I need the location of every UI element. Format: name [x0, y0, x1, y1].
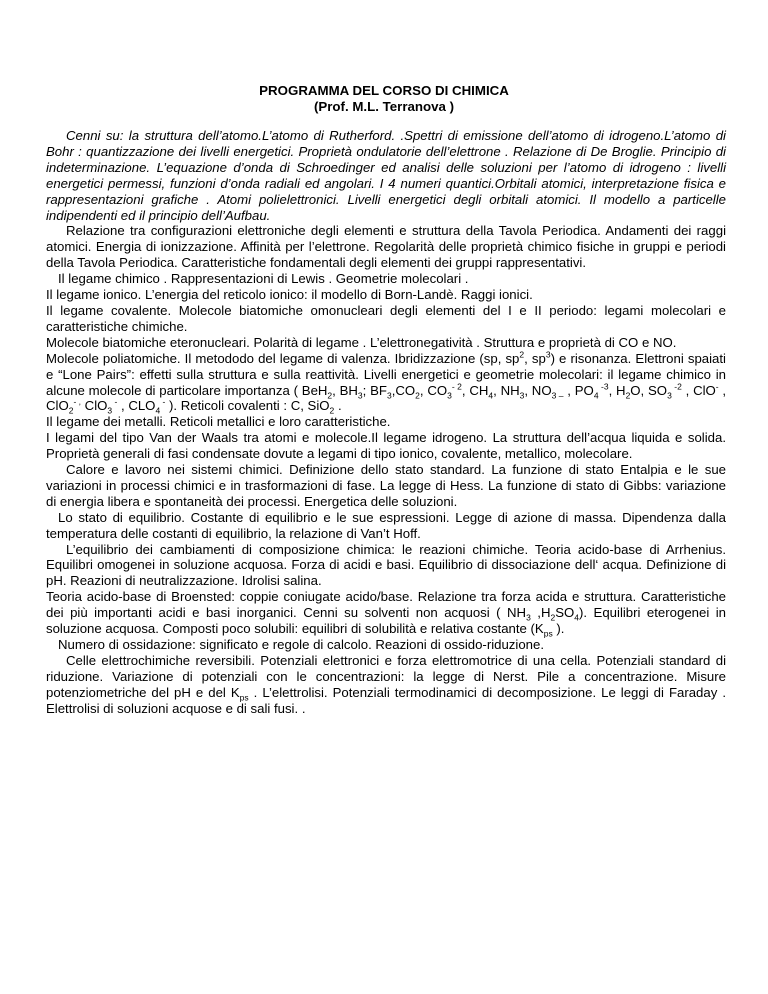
paragraph-polyatomic: Molecole poliatomiche. Il metododo del legame di valenza. Ibridizzazione (sp, $sp^2$, $sp^3$) e risonanza. Elettroni spaiati e “Lone Pairs”: effetti sulla struttura e sulla reattività. Livelli energetici e geometrie molecolari: il legame chimico in alcune molecole di particolare importanza ( BeH$_2$, $BH_3$; $BF_3,CO_2$, $CO_3^{- 2}$, $CH_4$, $NH_3$, $NO_{3 -}$ , $PO_4$ $^{-3}$, $H_2O$, $SO_3$ $^{-2}$ , ClO- , ClO$_2$- , ClO$_3$ - , $CLO_4$ - ). Reticoli covalenti : C, SiO$_2$ .	[46, 349, 727, 417]
paragraph-heteronuclear: Molecole biatomiche eteronucleari. Polarità di legame . L’elettronegatività . Struttura e proprietà di CO e NO.	[46, 334, 677, 350]
paragraph-oxidation: Numero di ossidazione: significato e regole di calcolo. Reazioni di ossido-riduzione.	[58, 637, 544, 652]
paragraph-ionic-bond: Il legame ionico. L’energia del reticolo ionico: il modello di Born-Landè. Raggi ionici.	[46, 287, 533, 303]
professor-name: (Prof. M.L. Terranova )	[313, 99, 455, 114]
paragraph-equilibrium: Lo stato di equilibrio. Costante di equilibrio e le sue espressioni. Legge di azione di massa. Dipendenza dalla temperatura delle costanti di equilibrio, la relazione di Van’t Hoff.	[46, 509, 726, 541]
paragraph-atomic-structure: Cenni su: la struttura dell’atomo.L’atomo di Rutherford. .Spettri di emissione dell’atomo di idrogeno.L’atomo di Bohr : quantizzazione dei livelli energetici. Proprietà ondulatorie dell’elettrone . Relazione di De Broglie. Principio di indeterminazione. L’equazione d’onda di Schroedinger ed analisi delle soluzioni per l’atomo di idrogeno : livelli energetici permessi, funzioni d’onda radiali ed angolari. I 4 numeri quantici.Orbitali atomici, interpretazione fisica e rappresentazioni grafiche . Atomi polielettronici. Livelli energetici degli orbitali atomici. Il modello a particelle indipendenti ed il principio dell’Aufbau.	[46, 128, 726, 223]
paragraph-periodic-table: Relazione tra configurazioni elettroniche degli elementi e struttura della Tavola Periodica. Andamenti dei raggi atomici. Energia di ionizzazione. Affinità per l’elettrone. Regolarità delle proprietà chimico fisiche in gruppi e periodi della Tavola Periodica. Caratteristiche fondamentali degli elementi dei gruppi rappresentativi.	[46, 223, 726, 271]
paragraph-covalent-bond: Il legame covalente. Molecole biatomiche omonucleari degli elementi del I e II periodo: legami molecolari e caratteristiche chimiche.	[46, 302, 726, 334]
paragraph-chemical-bond: Il legame chimico . Rappresentazioni di Lewis . Geometrie molecolari .	[58, 271, 469, 287]
paragraph-broensted: Teoria acido-base di Broensted: coppie coniugate acido/base. Relazione tra forza acida e struttura. Caratteristiche dei più importanti acidi e basi inorganici. Cenni su solventi non acquosi ( $NH_3$ $,H_2SO_4$). Equilibri eterogenei in soluzione acquosa. Composti poco solubili: equilibri di solubilità e relativa costante ($K_{ps}$ ).	[46, 589, 727, 639]
document-body	[46, 128, 726, 717]
paragraph-metallic-bond: Il legame dei metalli. Reticoli metallici e loro caratteristiche.	[46, 414, 391, 430]
paragraph-electrochemistry: Celle elettrochimiche reversibili. Potenziali elettronici e forza elettromotrice di una cella. Potenziali standard di riduzione. Variazione di potenziali con le concentrazioni: la legge di Nerst. Pile a concentrazione. Misure potenziometriche del pH e del $K_{ps}$ . L’elettrolisi. Potenziali termodinamici di decomposizione. Le leggi di Faraday . Elettrolisi di soluzioni acquose e di sali fusi. .	[46, 652, 726, 716]
paragraph-thermodynamics: Calore e lavoro nei sistemi chimici. Definizione dello stato standard. La funzione di stato Entalpia e le sue variazioni in processi chimici e in trasformazioni di fase. La legge di Hess. La funzione di stato di Gibbs: variazione di energia libera e spontaneità dei processi. Energetica delle soluzioni.	[46, 462, 726, 509]
paragraph-arrhenius: L’equilibrio dei cambiamenti di composizione chimica: le reazioni chimiche. Teoria acido-base di Arrhenius. Equilibri omogenei in soluzione acquosa. Forza di acidi e basi. Equilibrio di dissociazione dell‘ acqua. Definizione di pH. Reazioni di neutralizzazione. Idrolisi salina.	[46, 541, 726, 589]
paragraph-van-der-waals: I legami del tipo Van der Waals tra atomi e molecole.Il legame idrogeno. La struttura dell’acqua liquida e solida. Proprietà generali di fasi condensate dovute a legami di tipo ionico, covalente, metallico, molecolare.	[46, 430, 726, 462]
course-title: PROGRAMMA DEL CORSO DI CHIMICA	[259, 83, 509, 98]
